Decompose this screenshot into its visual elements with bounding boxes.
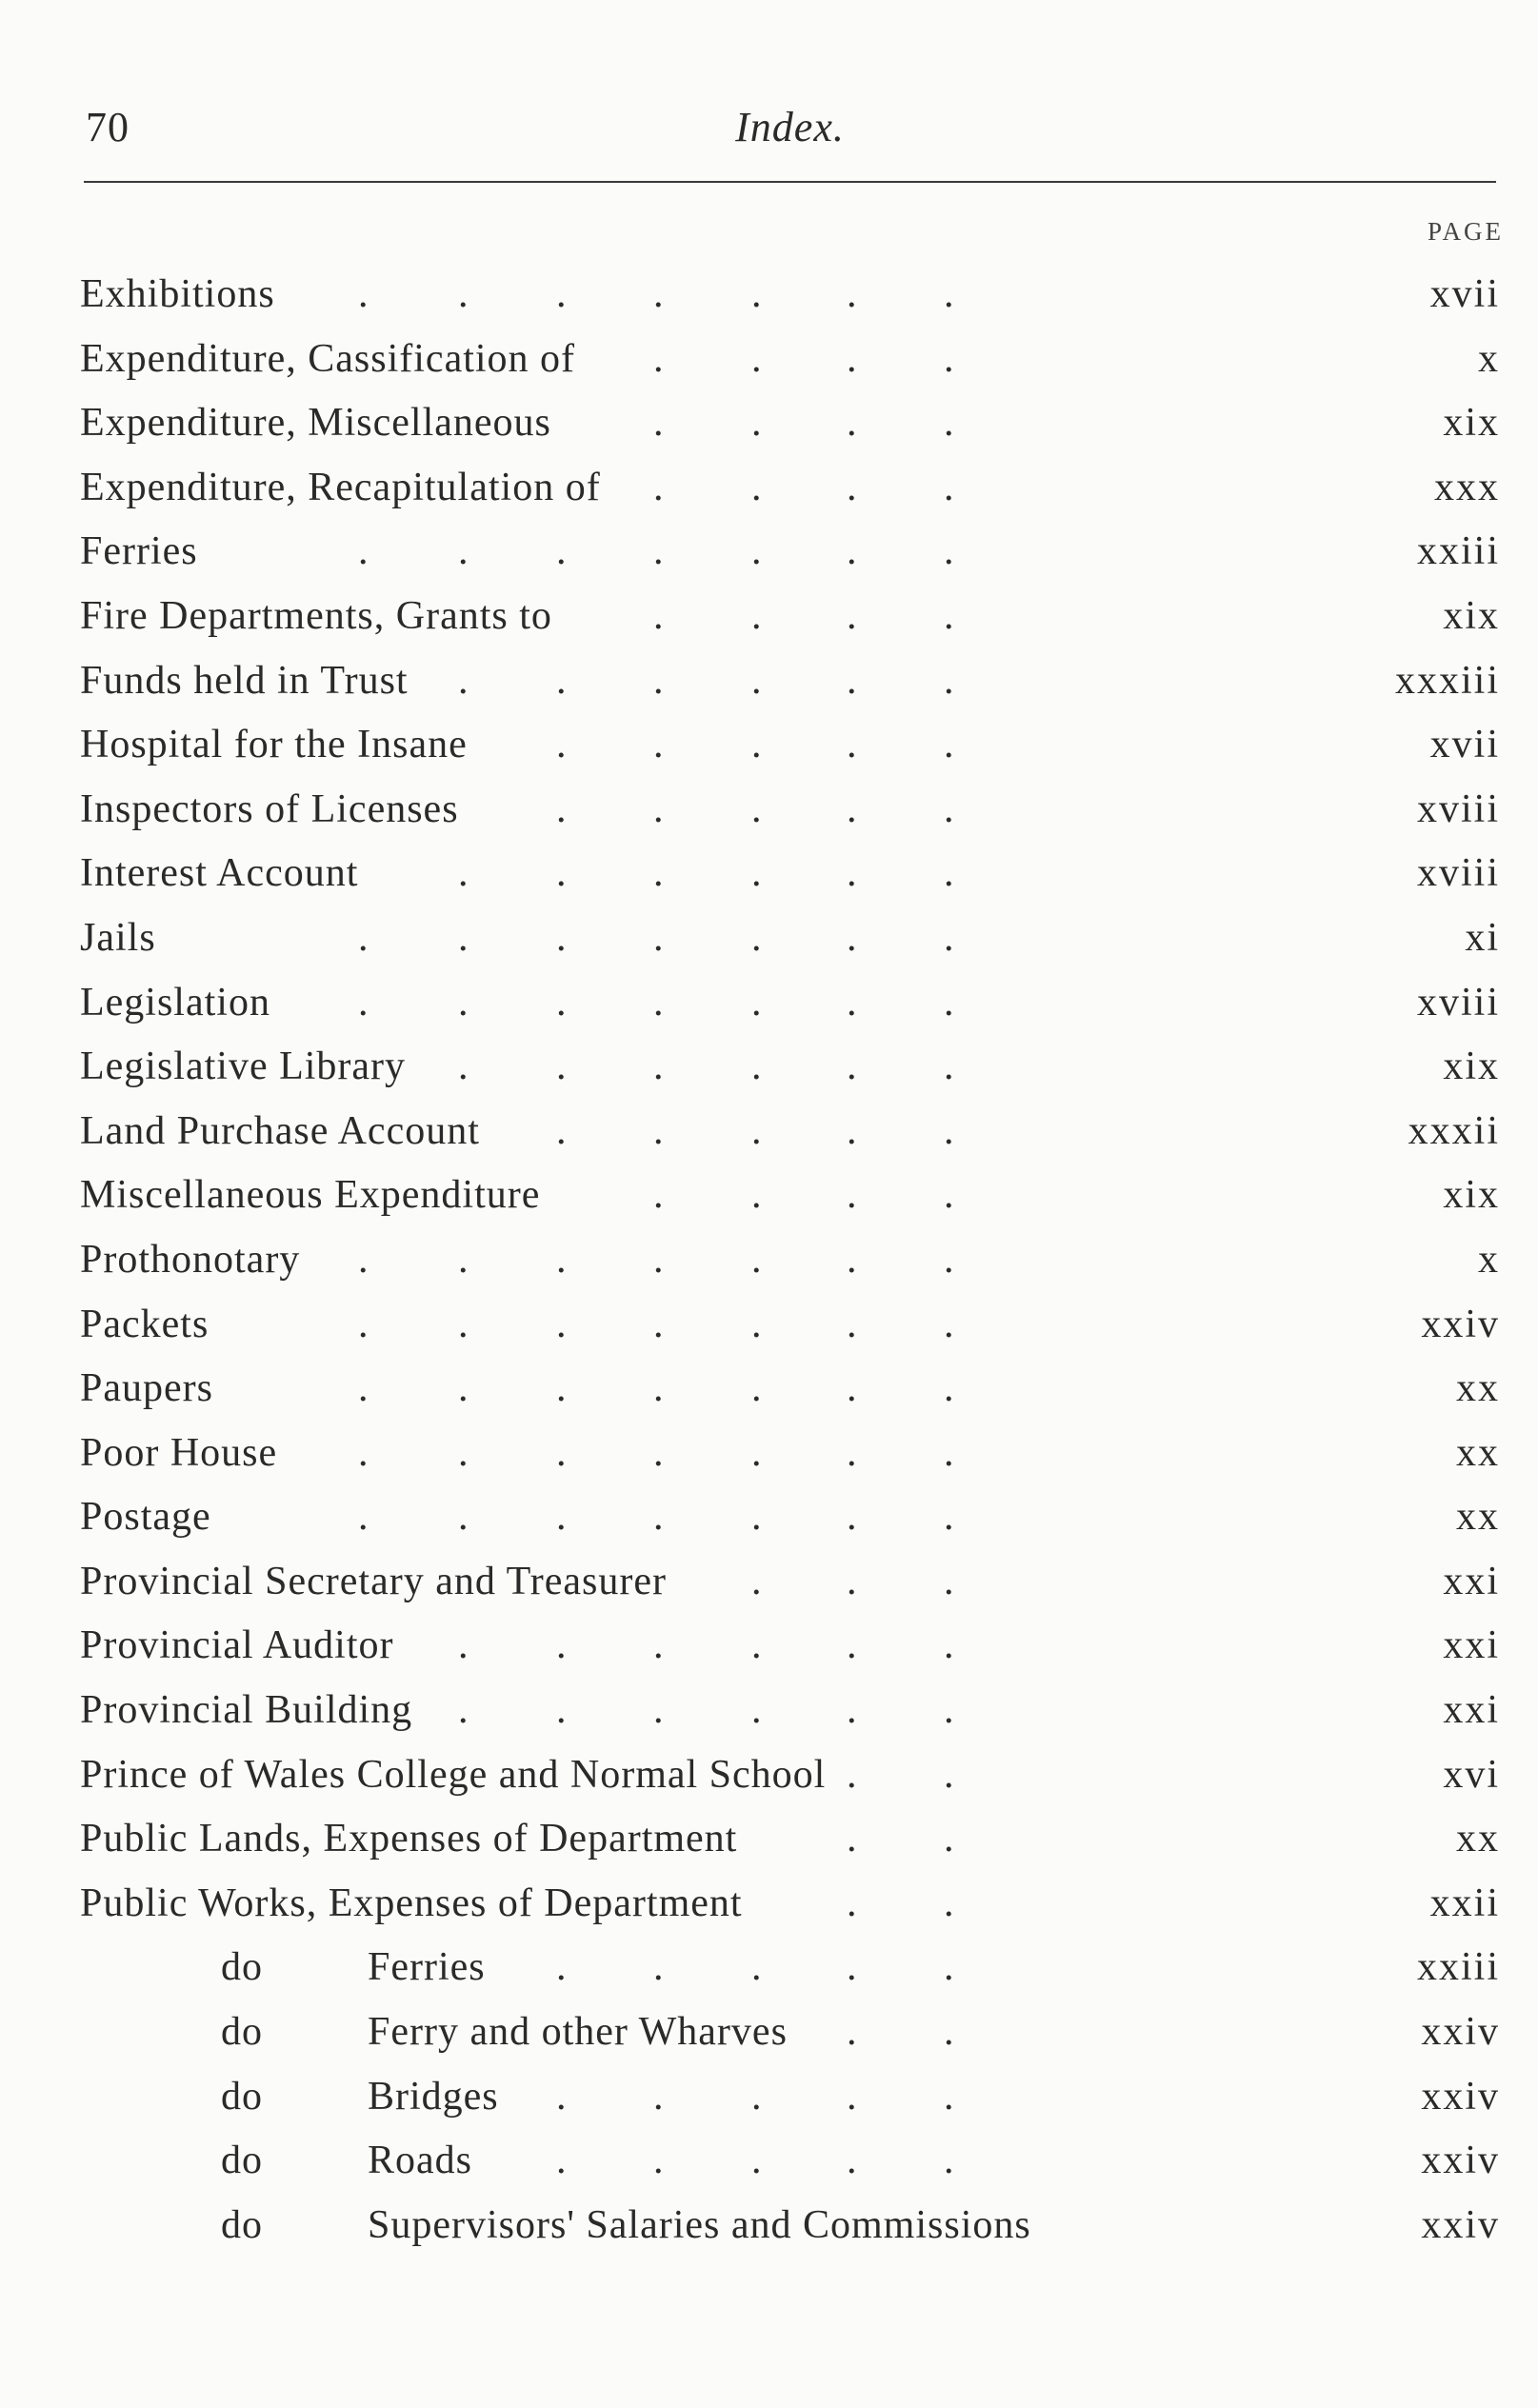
- leader-dot: .: [944, 1881, 955, 1925]
- index-entry: [80, 1485, 1500, 1550]
- leader-dot: .: [751, 1623, 763, 1668]
- leader-dot: .: [751, 1559, 763, 1603]
- leader-dot: .: [556, 980, 568, 1025]
- leader-dot: .: [556, 1623, 568, 1668]
- leader-dot: .: [653, 529, 665, 574]
- leader-dot: .: [847, 529, 858, 574]
- entry-page-ref: xxiv: [1421, 2010, 1500, 2055]
- leader-dots: [80, 1035, 1500, 1099]
- entry-label: Prothonotary: [80, 1237, 301, 1282]
- leader-dot: .: [944, 465, 955, 509]
- running-title: Index.: [735, 104, 845, 150]
- leader-dot: .: [944, 1945, 955, 1990]
- leader-dot: .: [358, 1237, 370, 1282]
- leader-dot: .: [944, 851, 955, 896]
- entry-label: Roads: [368, 2139, 472, 2183]
- leader-dot: .: [944, 529, 955, 574]
- leader-dot: .: [751, 336, 763, 381]
- entry-label: Land Purchase Account: [80, 1108, 480, 1153]
- leader-dots: [80, 1293, 1500, 1357]
- leader-dot: .: [751, 465, 763, 509]
- leader-dot: .: [751, 851, 763, 896]
- leader-dot: .: [458, 1495, 469, 1540]
- leader-dot: .: [751, 1430, 763, 1475]
- leader-dot: .: [944, 1108, 955, 1153]
- leader-dots: [80, 649, 1500, 713]
- index-entry: [80, 1357, 1500, 1422]
- entry-label: Interest Account: [80, 851, 359, 896]
- page-column-heading: PAGE: [1427, 217, 1504, 246]
- leader-dot: .: [458, 1045, 469, 1089]
- leader-dot: .: [653, 1302, 665, 1346]
- index-entry: [80, 713, 1500, 778]
- entry-page-ref: xvii: [1429, 272, 1500, 316]
- leader-dot: .: [751, 1495, 763, 1540]
- index-entry: [80, 328, 1500, 392]
- leader-dot: .: [944, 2139, 955, 2183]
- leader-dot: .: [653, 401, 665, 446]
- entry-page-ref: xxxii: [1408, 1108, 1500, 1153]
- index-entry: [80, 1614, 1500, 1679]
- index-entry: [80, 2194, 1500, 2259]
- entry-label: Expenditure, Miscellaneous: [80, 401, 551, 446]
- entry-label: Bridges: [368, 2074, 499, 2119]
- index-entry: [80, 2000, 1500, 2065]
- leader-dot: .: [944, 1237, 955, 1282]
- entry-page-ref: xxi: [1443, 1623, 1500, 1668]
- leader-dot: .: [358, 529, 370, 574]
- leader-dot: .: [653, 786, 665, 831]
- leader-dot: .: [556, 723, 568, 767]
- entry-label: Exhibitions: [80, 272, 275, 316]
- leader-dot: .: [847, 980, 858, 1025]
- leader-dot: .: [847, 1495, 858, 1540]
- entry-page-ref: xxiv: [1421, 2074, 1500, 2119]
- leader-dot: .: [751, 1237, 763, 1282]
- index-entry: [80, 971, 1500, 1036]
- leader-dots: [80, 1228, 1500, 1292]
- leader-dot: .: [358, 1366, 370, 1411]
- leader-dots: [80, 1614, 1500, 1678]
- entry-label: Provincial Secretary and Treasurer: [80, 1559, 667, 1603]
- leader-dot: .: [458, 851, 469, 896]
- entry-page-ref: xviii: [1416, 786, 1500, 831]
- leader-dot: .: [653, 593, 665, 638]
- leader-dot: .: [847, 272, 858, 316]
- leader-dot: .: [847, 1559, 858, 1603]
- leader-dot: .: [751, 658, 763, 703]
- index-entry: [80, 1293, 1500, 1358]
- leader-dot: .: [847, 658, 858, 703]
- entry-page-ref: xvi: [1443, 1752, 1500, 1797]
- leader-dot: .: [556, 915, 568, 960]
- leader-dot: .: [653, 851, 665, 896]
- leader-dot: .: [358, 1302, 370, 1346]
- entry-label: Expenditure, Cassification of: [80, 336, 576, 381]
- leader-dot: .: [751, 723, 763, 767]
- leader-dot: .: [847, 915, 858, 960]
- leader-dot: .: [751, 1108, 763, 1153]
- entry-page-ref: xviii: [1416, 980, 1500, 1025]
- leader-dots: [80, 1936, 1500, 2000]
- entry-page-ref: xviii: [1416, 851, 1500, 896]
- leader-dot: .: [944, 1623, 955, 1668]
- leader-dot: .: [556, 658, 568, 703]
- ditto-mark: do: [221, 2074, 263, 2119]
- leader-dot: .: [358, 1430, 370, 1475]
- leader-dot: .: [653, 1108, 665, 1153]
- leader-dot: .: [751, 593, 763, 638]
- leader-dot: .: [944, 1302, 955, 1346]
- leader-dot: .: [751, 1688, 763, 1733]
- leader-dot: .: [944, 593, 955, 638]
- running-header: [84, 103, 1496, 160]
- entry-label: Public Lands, Expenses of Department: [80, 1817, 738, 1861]
- entry-label: Poor House: [80, 1430, 278, 1475]
- leader-dot: .: [944, 915, 955, 960]
- entry-label: Funds held in Trust: [80, 658, 409, 703]
- ditto-mark: do: [221, 2010, 263, 2055]
- leader-dot: .: [458, 1366, 469, 1411]
- leader-dot: .: [751, 1366, 763, 1411]
- index-entry: [80, 1100, 1500, 1164]
- index-entry: [80, 1422, 1500, 1486]
- leader-dot: .: [751, 1945, 763, 1990]
- leader-dot: .: [358, 915, 370, 960]
- leader-dot: .: [847, 2074, 858, 2119]
- leader-dot: .: [944, 1045, 955, 1089]
- leader-dots: [80, 1550, 1500, 1614]
- leader-dots: [80, 713, 1500, 777]
- leader-dots: [80, 520, 1500, 584]
- leader-dots: [80, 2194, 1500, 2258]
- index-entry: [80, 1035, 1500, 1100]
- leader-dot: .: [653, 272, 665, 316]
- leader-dot: .: [556, 1945, 568, 1990]
- leader-dot: .: [847, 465, 858, 509]
- leader-dot: .: [556, 2074, 568, 2119]
- leader-dots: [80, 2000, 1500, 2064]
- entry-page-ref: xxxiii: [1394, 658, 1500, 703]
- ditto-mark: do: [221, 2202, 263, 2247]
- leader-dot: .: [847, 1302, 858, 1346]
- leader-dots: [80, 328, 1500, 391]
- leader-dot: .: [751, 272, 763, 316]
- entry-label: Public Works, Expenses of Department: [80, 1881, 743, 1925]
- leader-dot: .: [847, 1623, 858, 1668]
- leader-dot: .: [458, 1237, 469, 1282]
- leader-dot: .: [944, 1559, 955, 1603]
- leader-dot: .: [944, 2010, 955, 2055]
- entry-page-ref: xix: [1443, 401, 1500, 446]
- leader-dot: .: [358, 272, 370, 316]
- leader-dot: .: [653, 1366, 665, 1411]
- leader-dot: .: [944, 401, 955, 446]
- entry-label: Ferry and other Wharves: [368, 2010, 788, 2055]
- leader-dot: .: [556, 1302, 568, 1346]
- entry-page-ref: xvii: [1429, 723, 1500, 767]
- leader-dot: .: [847, 1688, 858, 1733]
- leader-dot: .: [751, 1302, 763, 1346]
- entry-page-ref: xxiv: [1421, 2139, 1500, 2183]
- leader-dot: .: [653, 2074, 665, 2119]
- leader-dot: .: [847, 2010, 858, 2055]
- leader-dot: .: [751, 980, 763, 1025]
- leader-dot: .: [944, 723, 955, 767]
- leader-dot: .: [847, 1881, 858, 1925]
- leader-dots: [80, 1100, 1500, 1164]
- leader-dot: .: [556, 1366, 568, 1411]
- entry-label: Jails: [80, 915, 156, 960]
- leader-dot: .: [653, 1495, 665, 1540]
- index-entry: [80, 1872, 1500, 1937]
- leader-dot: .: [751, 2074, 763, 2119]
- ditto-mark: do: [221, 1945, 263, 1990]
- leader-dots: [80, 1422, 1500, 1485]
- leader-dot: .: [847, 1817, 858, 1861]
- entry-page-ref: xi: [1465, 915, 1500, 960]
- leader-dot: .: [847, 1366, 858, 1411]
- leader-dot: .: [751, 1173, 763, 1218]
- index-entry: [80, 585, 1500, 649]
- leader-dots: [80, 1807, 1500, 1871]
- leader-dots: [80, 2065, 1500, 2129]
- entry-label: Ferries: [80, 529, 198, 574]
- leader-dot: .: [653, 1688, 665, 1733]
- entry-page-ref: xxii: [1429, 1881, 1500, 1925]
- leader-dot: .: [458, 1623, 469, 1668]
- leader-dot: .: [358, 980, 370, 1025]
- entry-label: Inspectors of Licenses: [80, 786, 459, 831]
- leader-dots: [80, 1357, 1500, 1421]
- leader-dots: [80, 456, 1500, 520]
- leader-dot: .: [653, 915, 665, 960]
- leader-dot: .: [653, 723, 665, 767]
- leader-dot: .: [653, 1623, 665, 1668]
- entry-page-ref: xxiv: [1421, 2202, 1500, 2247]
- entry-label: Paupers: [80, 1366, 213, 1411]
- leader-dot: .: [944, 1173, 955, 1218]
- leader-dot: .: [944, 1366, 955, 1411]
- entry-label: Legislative Library: [80, 1045, 407, 1089]
- entry-label: Miscellaneous Expenditure: [80, 1173, 541, 1218]
- index-entry: [80, 1743, 1500, 1808]
- leader-dot: .: [458, 1688, 469, 1733]
- index-entry: [80, 2065, 1500, 2130]
- leader-dot: .: [944, 658, 955, 703]
- leader-dot: .: [944, 980, 955, 1025]
- index-entry: [80, 842, 1500, 906]
- index-entries: [80, 263, 1500, 2258]
- leader-dot: .: [751, 915, 763, 960]
- leader-dot: .: [653, 465, 665, 509]
- leader-dot: .: [944, 786, 955, 831]
- leader-dot: .: [358, 1495, 370, 1540]
- leader-dots: [80, 906, 1500, 970]
- entry-label: Provincial Building: [80, 1688, 413, 1733]
- leader-dot: .: [556, 1045, 568, 1089]
- index-entry: [80, 1679, 1500, 1743]
- leader-dot: .: [556, 1688, 568, 1733]
- entry-page-ref: xxi: [1443, 1688, 1500, 1733]
- entry-label: Provincial Auditor: [80, 1623, 394, 1668]
- leader-dot: .: [944, 1817, 955, 1861]
- leader-dot: .: [751, 786, 763, 831]
- page-number: 70: [86, 104, 130, 150]
- leader-dot: .: [653, 658, 665, 703]
- leader-dot: .: [556, 1237, 568, 1282]
- leader-dot: .: [653, 1430, 665, 1475]
- leader-dot: .: [458, 915, 469, 960]
- leader-dots: [80, 778, 1500, 842]
- leader-dot: .: [556, 1430, 568, 1475]
- leader-dots: [80, 1872, 1500, 1936]
- leader-dot: .: [556, 2139, 568, 2183]
- leader-dots: [80, 2129, 1500, 2193]
- leader-dot: .: [458, 1430, 469, 1475]
- leader-dot: .: [847, 1945, 858, 1990]
- leader-dots: [80, 1164, 1500, 1227]
- leader-dot: .: [944, 2074, 955, 2119]
- ditto-mark: do: [221, 2139, 263, 2183]
- entry-label: Hospital for the Insane: [80, 723, 468, 767]
- entry-page-ref: xxiv: [1421, 1302, 1500, 1346]
- leader-dots: [80, 1743, 1500, 1807]
- leader-dot: .: [458, 272, 469, 316]
- index-entry: [80, 906, 1500, 971]
- leader-dot: .: [458, 980, 469, 1025]
- leader-dots: [80, 263, 1500, 327]
- leader-dots: [80, 585, 1500, 648]
- leader-dot: .: [556, 786, 568, 831]
- leader-dot: .: [944, 272, 955, 316]
- entry-label: Fire Departments, Grants to: [80, 593, 552, 638]
- index-entry: [80, 391, 1500, 456]
- leader-dot: .: [847, 1108, 858, 1153]
- leader-dot: .: [653, 1237, 665, 1282]
- leader-dots: [80, 971, 1500, 1035]
- index-entry: [80, 520, 1500, 585]
- leader-dot: .: [751, 529, 763, 574]
- index-entry: [80, 649, 1500, 714]
- entry-page-ref: xix: [1443, 1173, 1500, 1218]
- entry-label: Ferries: [368, 1945, 486, 1990]
- entry-label: Prince of Wales College and Normal School: [80, 1752, 827, 1797]
- leader-dot: .: [458, 658, 469, 703]
- index-entry: [80, 778, 1500, 843]
- entry-page-ref: x: [1478, 336, 1500, 381]
- leader-dot: .: [847, 1173, 858, 1218]
- leader-dot: .: [944, 1752, 955, 1797]
- entry-page-ref: xx: [1456, 1366, 1500, 1411]
- entry-label: Supervisors' Salaries and Commissions: [368, 2202, 1031, 2247]
- leader-dot: .: [944, 1688, 955, 1733]
- leader-dot: .: [751, 1045, 763, 1089]
- leader-dot: .: [944, 1430, 955, 1475]
- leader-dot: .: [847, 723, 858, 767]
- entry-page-ref: xxi: [1443, 1559, 1500, 1603]
- entry-page-ref: xx: [1456, 1817, 1500, 1861]
- entry-page-ref: xix: [1443, 1045, 1500, 1089]
- leader-dot: .: [847, 851, 858, 896]
- index-entry: [80, 456, 1500, 521]
- index-entry: [80, 263, 1500, 328]
- leader-dots: [80, 391, 1500, 455]
- entry-page-ref: xxx: [1434, 465, 1500, 509]
- index-entry: [80, 2129, 1500, 2194]
- index-entry: [80, 1228, 1500, 1293]
- leader-dot: .: [556, 529, 568, 574]
- index-entry: [80, 1164, 1500, 1228]
- entry-page-ref: xix: [1443, 593, 1500, 638]
- leader-dots: [80, 1679, 1500, 1742]
- index-entry: [80, 1550, 1500, 1615]
- leader-dot: .: [653, 336, 665, 381]
- leader-dot: .: [847, 2139, 858, 2183]
- leader-dot: .: [751, 401, 763, 446]
- leader-dot: .: [847, 1045, 858, 1089]
- leader-dot: .: [653, 1945, 665, 1990]
- leader-dot: .: [653, 2139, 665, 2183]
- header-rule: [84, 181, 1496, 183]
- leader-dot: .: [847, 401, 858, 446]
- leader-dot: .: [653, 1045, 665, 1089]
- leader-dot: .: [556, 1108, 568, 1153]
- entry-page-ref: xx: [1456, 1495, 1500, 1540]
- index-entry: [80, 1807, 1500, 1872]
- leader-dot: .: [847, 1237, 858, 1282]
- leader-dot: .: [653, 1173, 665, 1218]
- leader-dot: .: [944, 336, 955, 381]
- leader-dot: .: [847, 593, 858, 638]
- entry-page-ref: xxiii: [1416, 529, 1500, 574]
- entry-label: Packets: [80, 1302, 210, 1346]
- entry-page-ref: xxiii: [1416, 1945, 1500, 1990]
- leader-dot: .: [653, 980, 665, 1025]
- leader-dot: .: [556, 1495, 568, 1540]
- leader-dot: .: [944, 1495, 955, 1540]
- entry-page-ref: xx: [1456, 1430, 1500, 1475]
- leader-dot: .: [556, 851, 568, 896]
- leader-dot: .: [751, 2139, 763, 2183]
- leader-dot: .: [458, 529, 469, 574]
- leader-dot: .: [847, 1430, 858, 1475]
- leader-dot: .: [847, 786, 858, 831]
- leader-dot: .: [556, 272, 568, 316]
- entry-label: Postage: [80, 1495, 211, 1540]
- leader-dot: .: [847, 1752, 858, 1797]
- leader-dots: [80, 1485, 1500, 1549]
- leader-dot: .: [458, 1302, 469, 1346]
- entry-page-ref: x: [1478, 1237, 1500, 1282]
- index-entry: [80, 1936, 1500, 2000]
- leader-dot: .: [847, 336, 858, 381]
- entry-label: Legislation: [80, 980, 270, 1025]
- leader-dots: [80, 842, 1500, 905]
- entry-label: Expenditure, Recapitulation of: [80, 465, 601, 509]
